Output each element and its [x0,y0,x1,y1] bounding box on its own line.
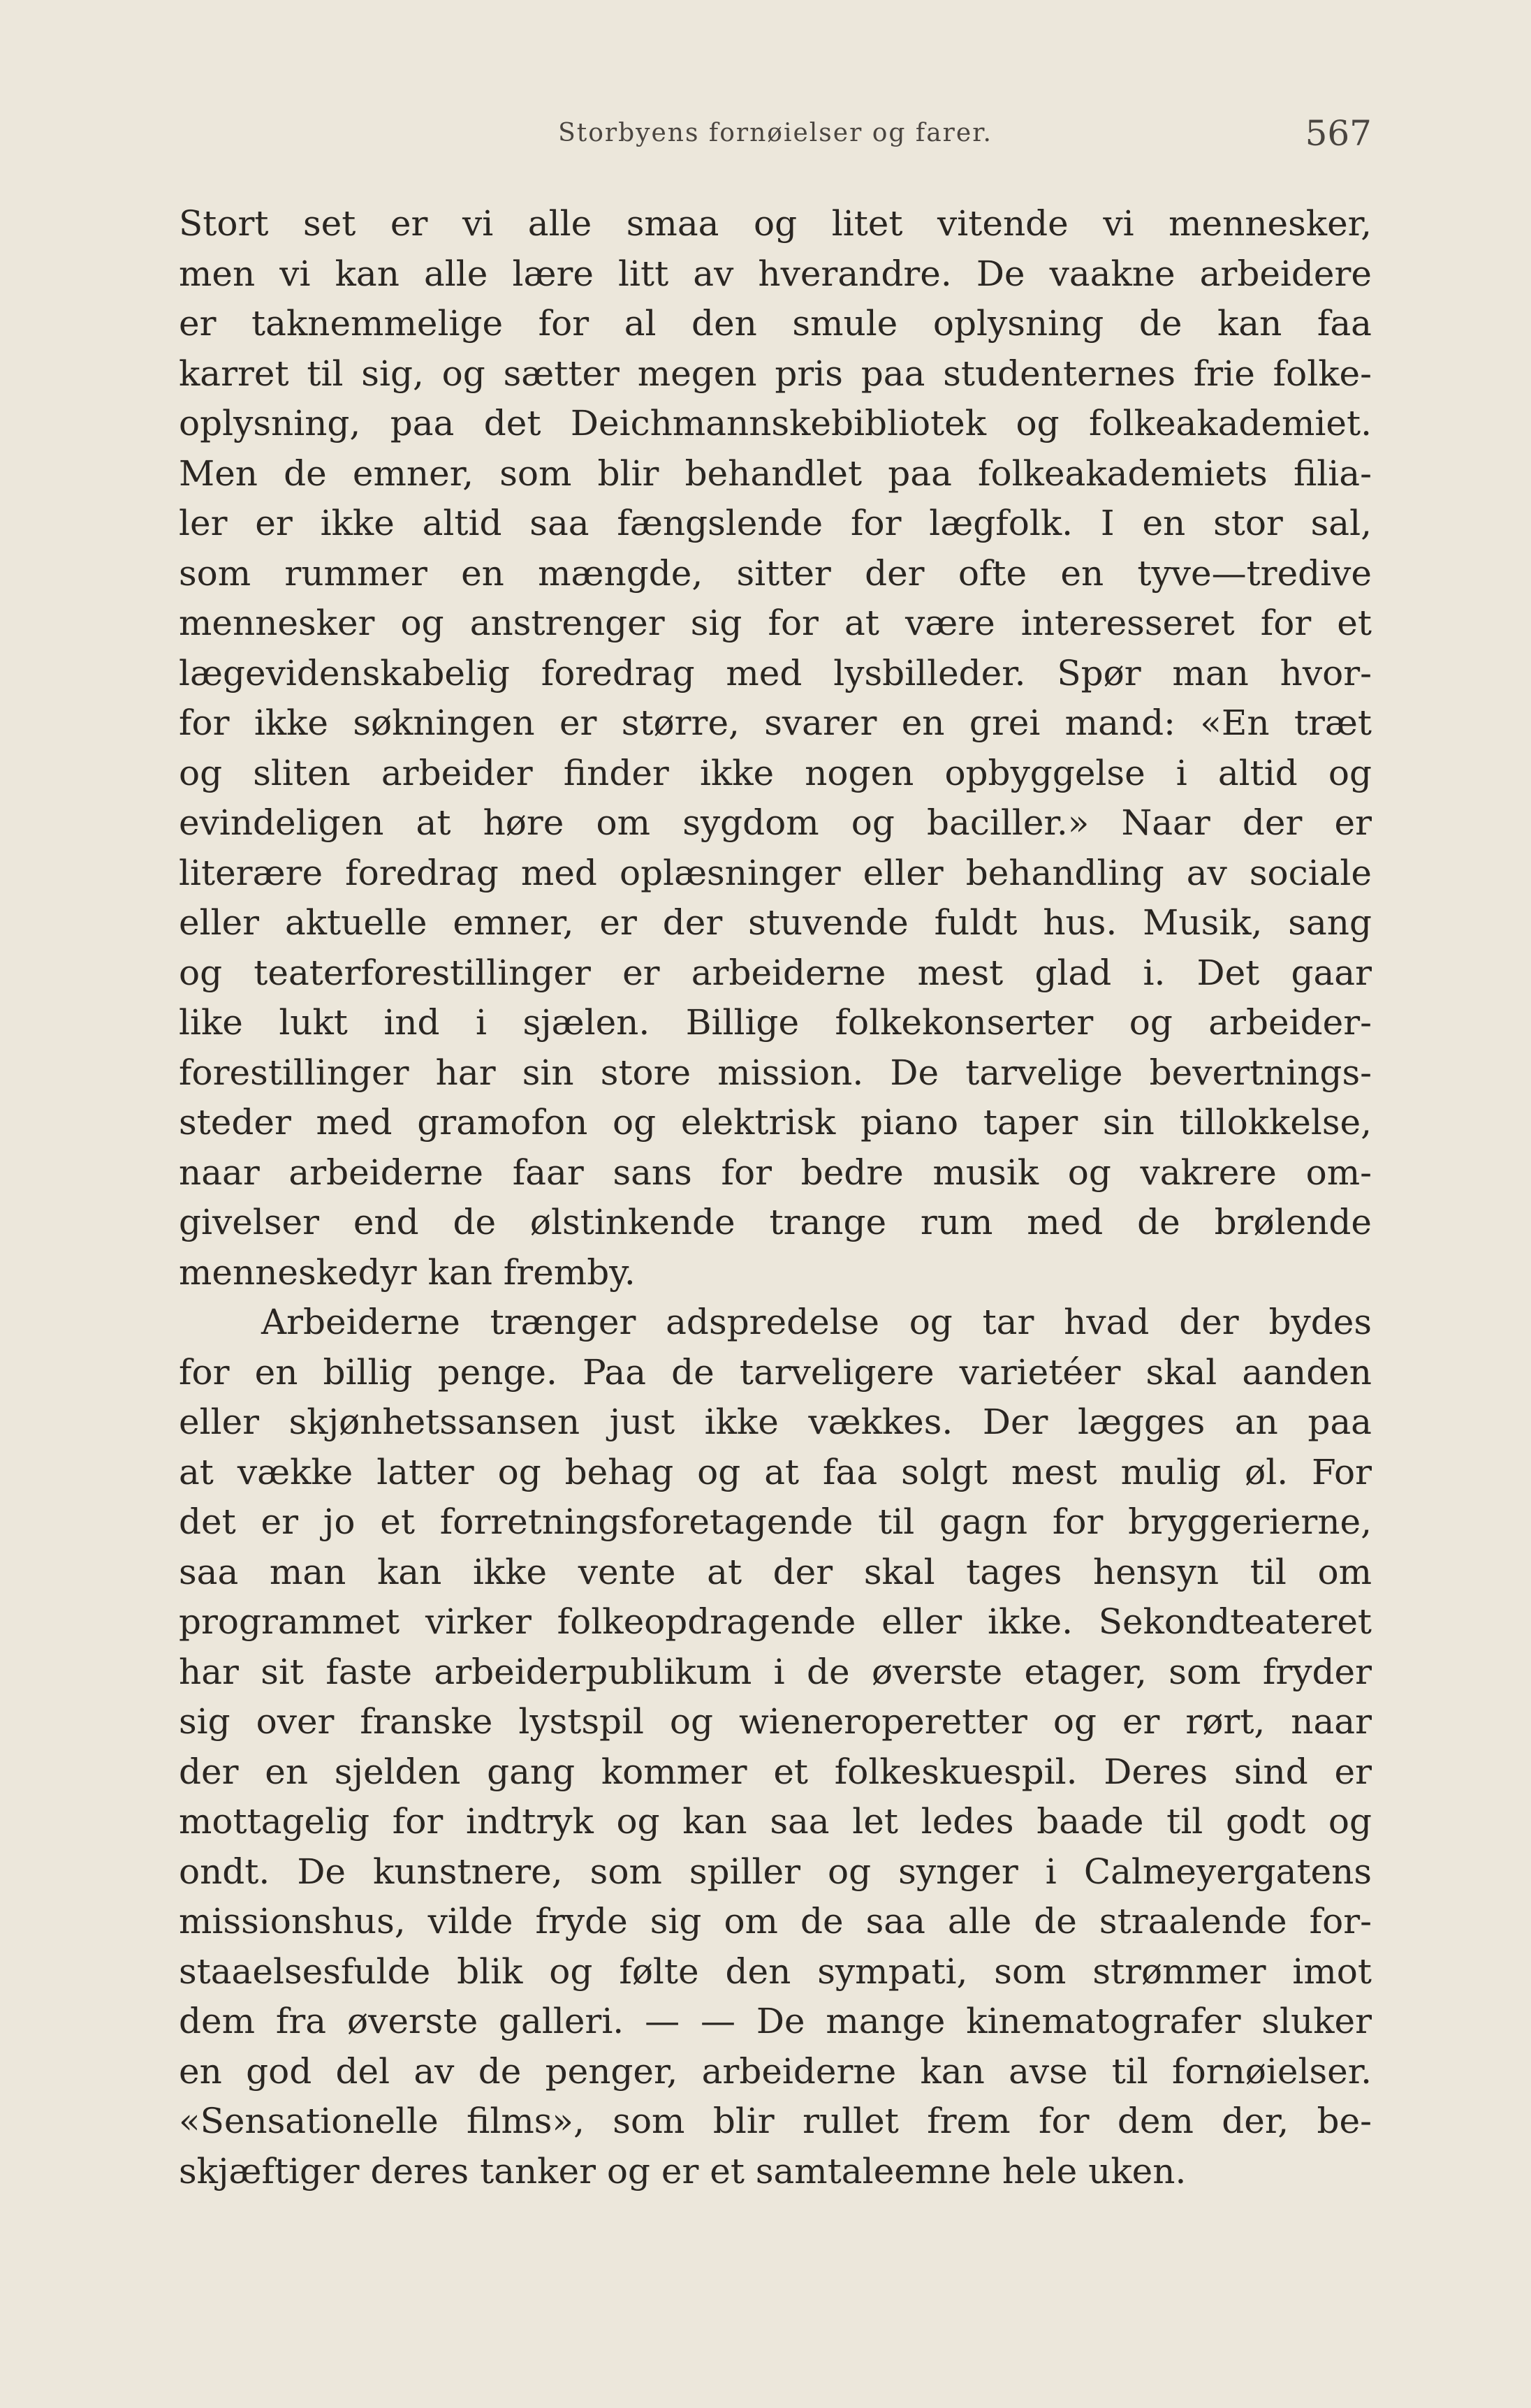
text-line: Arbeiderne trænger adspredelse og tar hvad der bydes [261,1302,1372,1342]
text-line: mennesker og anstrenger sig for at være interesseret for et [179,603,1372,643]
text-line: menneskedyr kan fremby. [179,1251,636,1293]
text-line: som rummer en mængde, sitter der ofte en tyve—tredive [179,552,1372,594]
text-line: naar arbeiderne faar sans for bedre musik og vakrere om- [179,1152,1372,1193]
text-line: saa man kan ikke vente at der skal tages hensyn til om [179,1551,1372,1592]
text-line: en god del av de penger, arbeiderne kan avse til fornøielser. [179,2050,1372,2092]
text-line: for en billig penge. Paa de tarveligere varietéer skal aanden [179,1351,1372,1393]
text-line: og sliten arbeider finder ikke nogen opbyggelse i altid og [179,752,1372,793]
paragraph [179,199,1372,1298]
paragraph [179,1298,1372,2196]
text-line: og teaterforestillinger er arbeiderne mest glad i. Det gaar [179,952,1372,993]
text-line: eller skjønhetssansen just ikke vækkes. Der lægges an paa [179,1402,1372,1442]
page-number: 567 [1305,113,1372,154]
running-head [179,113,1372,155]
text-line: har sit faste arbeiderpublikum i de øverste etager, som fryder [179,1651,1372,1692]
text-line: for ikke søkningen er større, svarer en grei mand: «En træt [179,703,1372,743]
text-line: eller aktuelle emner, er der stuvende fuldt hus. Musik, sang [179,902,1372,943]
text-line: steder med gramofon og elektrisk piano taper sin tillokkelse, [179,1102,1372,1143]
text-line: dem fra øverste galleri. — — De mange kinematografer sluker [179,2001,1372,2041]
text-line: oplysning, paa det Deichmannskebibliotek og folkeakademiet. [179,403,1372,443]
text-line: Stort set er vi alle smaa og litet vitende vi mennesker, [179,203,1372,244]
text-line: men vi kan alle lære litt av hverandre. De vaakne arbeidere [179,253,1372,294]
text-line: evindeligen at høre om sygdom og baciller.» Naar der er [179,802,1372,843]
text-line: at vække latter og behag og at faa solgt mest mulig øl. For [179,1451,1372,1492]
text-line: lægevidenskabelig foredrag med lysbilleder. Spør man hvor- [179,652,1372,693]
text-line: ler er ikke altid saa fængslende for lægfolk. I en stor sal, [179,503,1372,543]
running-title: Storbyens fornøielser og farer. [558,119,992,147]
text-line: missionshus, vilde fryde sig om de saa alle de straalende for- [179,1901,1372,1941]
text-line: Men de emner, som blir behandlet paa folkeakademiets filia- [179,453,1372,494]
text-line: det er jo et forretningsforetagende til gagn for bryggerierne, [179,1502,1372,1542]
text-line: like lukt ind i sjælen. Billige folkekonserter og arbeider- [179,1002,1372,1043]
body-text [179,199,1372,2196]
text-line: mottagelig for indtryk og kan saa let ledes baade til godt og [179,1801,1372,1842]
text-line: programmet virker folkeopdragende eller ikke. Sekondteateret [179,1601,1372,1642]
text-line: givelser end de ølstinkende trange rum med de brølende [179,1202,1372,1242]
text-line: der en sjelden gang kommer et folkeskuespil. Deres sind er [179,1751,1372,1792]
text-line: «Sensationelle films», som blir rullet frem for dem der, be- [179,2101,1372,2141]
text-line: forestillinger har sin store mission. De tarvelige bevertnings- [179,1052,1372,1093]
text-line: staaelsesfulde blik og følte den sympati, som strømmer imot [179,1951,1372,1992]
text-line: skjæftiger deres tanker og er et samtaleemne hele uken. [179,2150,1187,2192]
text-line: ondt. De kunstnere, som spiller og synger i Calmeyergatens [179,1851,1372,1892]
text-line: sig over franske lystspil og wieneroperetter og er rørt, naar [179,1701,1372,1742]
text-line: karret til sig, og sætter megen pris paa studenternes frie folke- [179,353,1372,394]
text-line: literære foredrag med oplæsninger eller behandling av sociale [179,852,1372,893]
text-line: er taknemmelige for al den smule oplysning de kan faa [179,303,1372,344]
